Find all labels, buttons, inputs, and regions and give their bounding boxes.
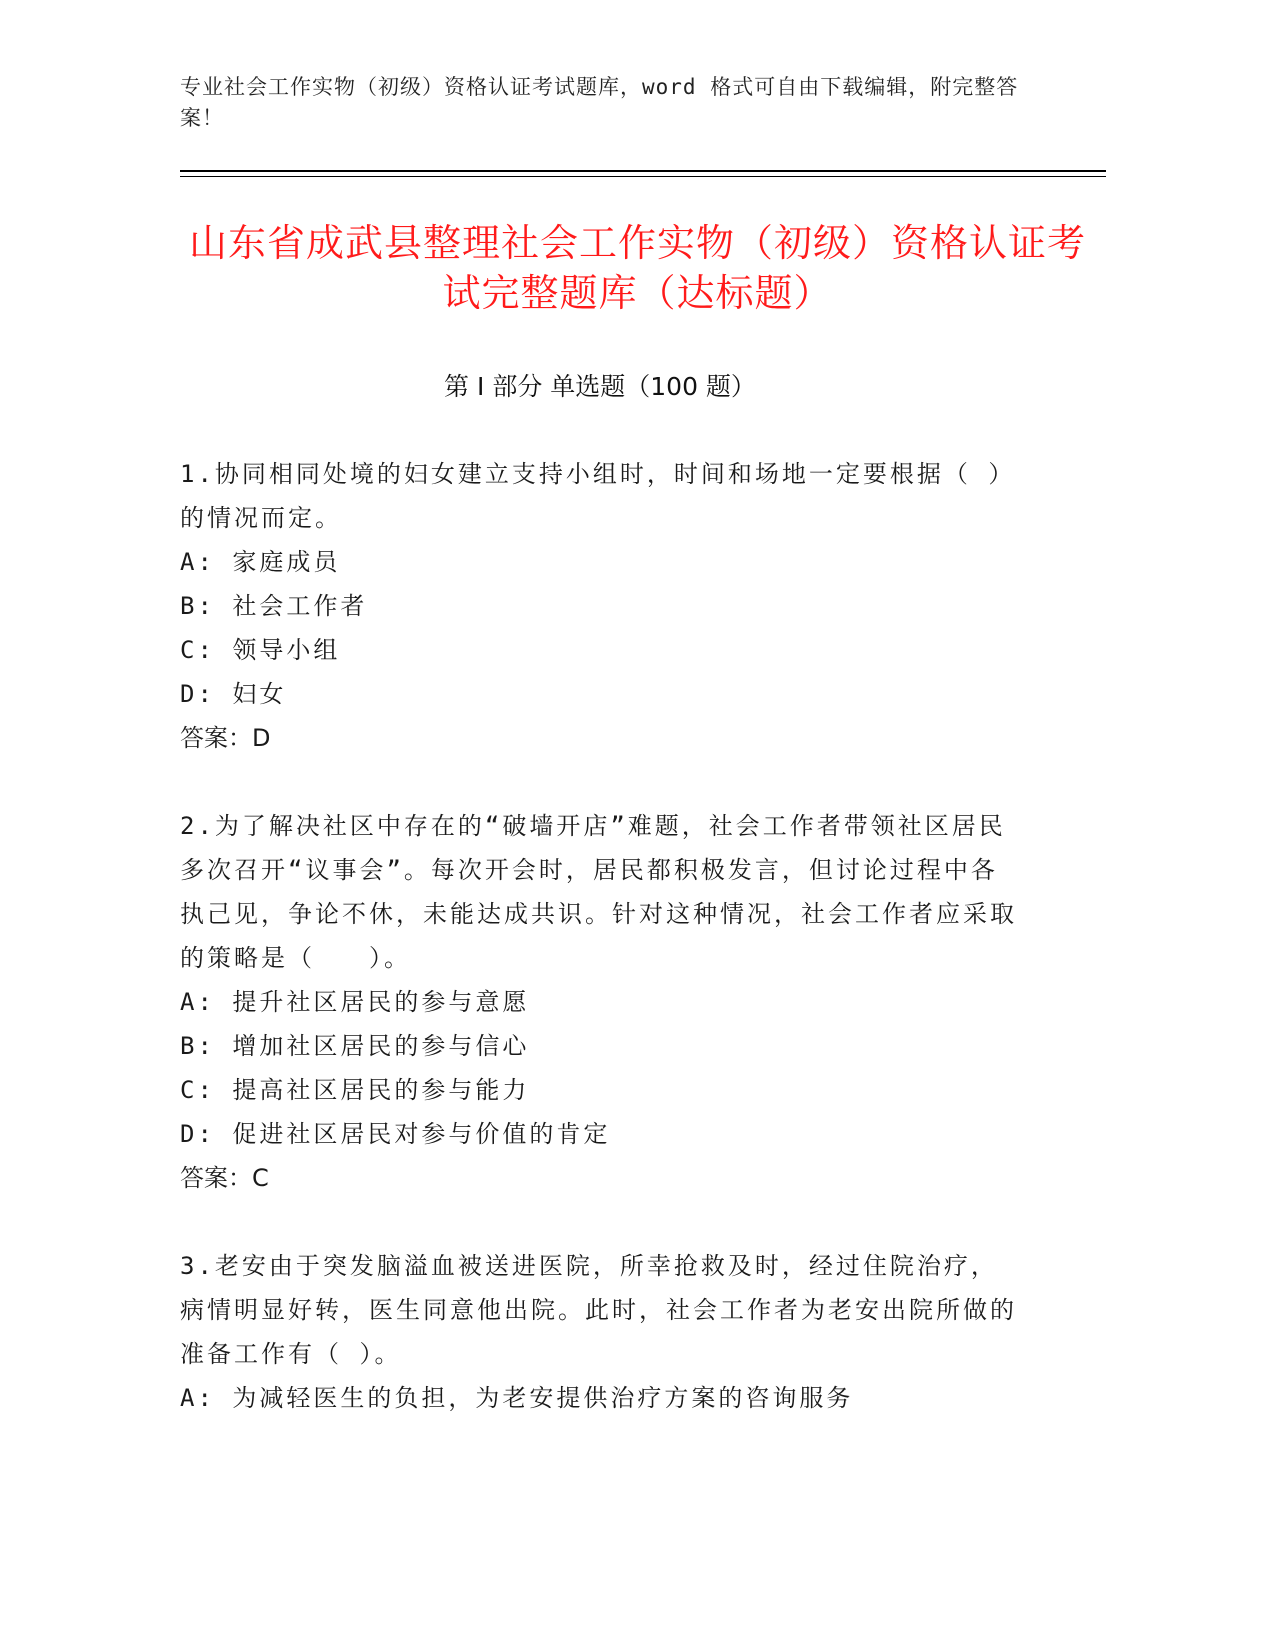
question-3 <box>180 1244 1020 1420</box>
header-divider-thin <box>180 176 1106 177</box>
header-note: 专业社会工作实物（初级）资格认证考试题库，word 格式可自由下载编辑，附完整答案！ <box>180 75 1019 130</box>
question-stem: 1.协同相同处境的妇女建立支持小组时，时间和场地一定要根据（ ）的情况而定。 <box>180 460 1016 532</box>
answer: 答案：D <box>180 724 271 752</box>
option-a: A: 提升社区居民的参与意愿 <box>180 988 530 1016</box>
option-a: A: 家庭成员 <box>180 548 341 576</box>
question-list <box>180 452 1020 1464</box>
option-d: D: 促进社区居民对参与价值的肯定 <box>180 1120 611 1148</box>
document-title: 山东省成武县整理社会工作实物（初级）资格认证考试完整题库（达标题） <box>188 221 1086 315</box>
question-stem: 3.老安由于突发脑溢血被送进医院，所幸抢救及时，经过住院治疗，病情明显好转，医生同意他出院。此时，社会工作者为老安出院所做的准备工作有（ ）。 <box>180 1252 1017 1368</box>
header-divider-thick <box>180 170 1106 172</box>
option-a: A: 为减轻医生的负担，为老安提供治疗方案的咨询服务 <box>180 1384 854 1412</box>
option-b: B: 社会工作者 <box>180 592 368 620</box>
section-title: 第 I 部分 单选题（100 题） <box>444 372 756 401</box>
option-b: B: 增加社区居民的参与信心 <box>180 1032 530 1060</box>
option-c: C: 领导小组 <box>180 636 341 664</box>
answer: 答案：C <box>180 1164 269 1192</box>
question-1 <box>180 452 1020 760</box>
option-c: C: 提高社区居民的参与能力 <box>180 1076 530 1104</box>
question-stem: 2.为了解决社区中存在的“破墙开店”难题，社会工作者带领社区居民多次召开“议事会”。每次开会时，居民都积极发言，但讨论过程中各执己见，争论不休，未能达成共识。针对这种情况，社会工作者应采取的策略是（ ）。 <box>180 812 1017 972</box>
option-d: D: 妇女 <box>180 680 287 708</box>
question-2 <box>180 804 1020 1200</box>
